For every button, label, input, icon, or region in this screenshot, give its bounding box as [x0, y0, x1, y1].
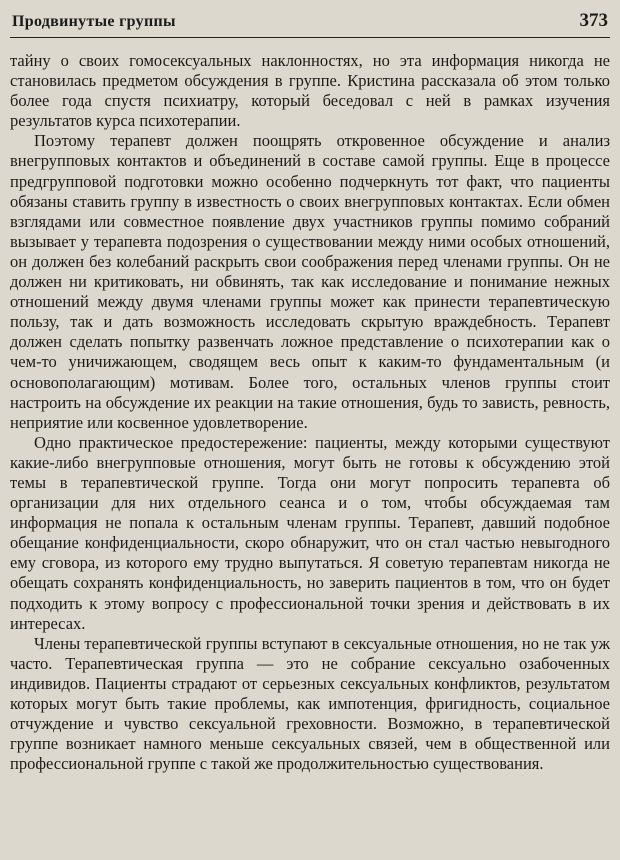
header-rule — [10, 37, 610, 38]
page-body — [10, 51, 610, 774]
page-number: 373 — [579, 10, 608, 31]
page-header — [10, 8, 610, 32]
paragraph: Поэтому терапевт должен поощрять откровенное обсуждение и анализ внегрупповых контактов и объединений в составе самой группы. Еще в процессе предгрупповой подготовки можно особенно подчеркнуть тот факт, что пациенты обязаны ставить группу в известность о своих внегрупповых контактах. Если обмен взглядами или совместное появление двух участников группы помимо собраний вызывает у терапевта подозрения о существовании между ними особых отношений, он должен без колебаний раскрыть свои соображения перед членами группы. Он не должен ни критиковать, ни обвинять, так как исследование и понимание нежных отношений между двумя членами группы может как принести терапевтическую пользу, так и дать возможность исследовать скрытую враждебность. Терапевт должен сделать попытку развенчать ложное представление о психотерапии как о чем-то уничижающем, сводящем весь опыт к каким-то фундаментальным (и основополагающим) мотивам. Более того, остальных членов группы стоит настроить на обсуждение их реакции на такие отношения, будь то зависть, ревность, неприятие или косвенное удовлетворение. — [10, 131, 610, 432]
running-header-title: Продвинутые группы — [12, 13, 176, 30]
paragraph: Члены терапевтической группы вступают в сексуальные отношения, но не так уж часто. Терапевтическая группа — это не собрание сексуально озабоченных индивидов. Пациенты страдают от серьезных сексуальных конфликтов, результатом которых могут быть такие проблемы, как импотенция, фригидность, социальное отчуждение и чувство сексуальной греховности. Возможно, в терапевтической группе возникает намного меньше сексуальных связей, чем в общественной или профессиональной группе с такой же продолжительностью существования. — [10, 633, 610, 774]
paragraph: Одно практическое предостережение: пациенты, между которыми существуют какие-либо внегрупповые отношения, могут быть не готовы к обсуждению этой темы в терапевтической группе. Тогда они могут попросить терапевта об организации для них отдельного сеанса и о том, чтобы обсуждаемая там информация не попала к остальным членам группы. Терапевт, давший подобное обещание конфиденциальности, скоро обнаружит, что он стал частью невыгодного ему сговора, из которого ему трудно выпутаться. Я советую терапевтам никогда не обещать сохранять конфиденциальность, но заверить пациентов в том, что он будет подходить к этому вопросу с профессиональной точки зрения и действовать в их интересах. — [10, 432, 610, 633]
paragraph: тайну о своих гомосексуальных наклонностях, но эта информация никогда не становилась предметом обсуждения в группе. Кристина рассказала об этом только более года спустя психиатру, который беседовал с ней в рамках изучения результатов курса психотерапии. — [10, 51, 610, 131]
